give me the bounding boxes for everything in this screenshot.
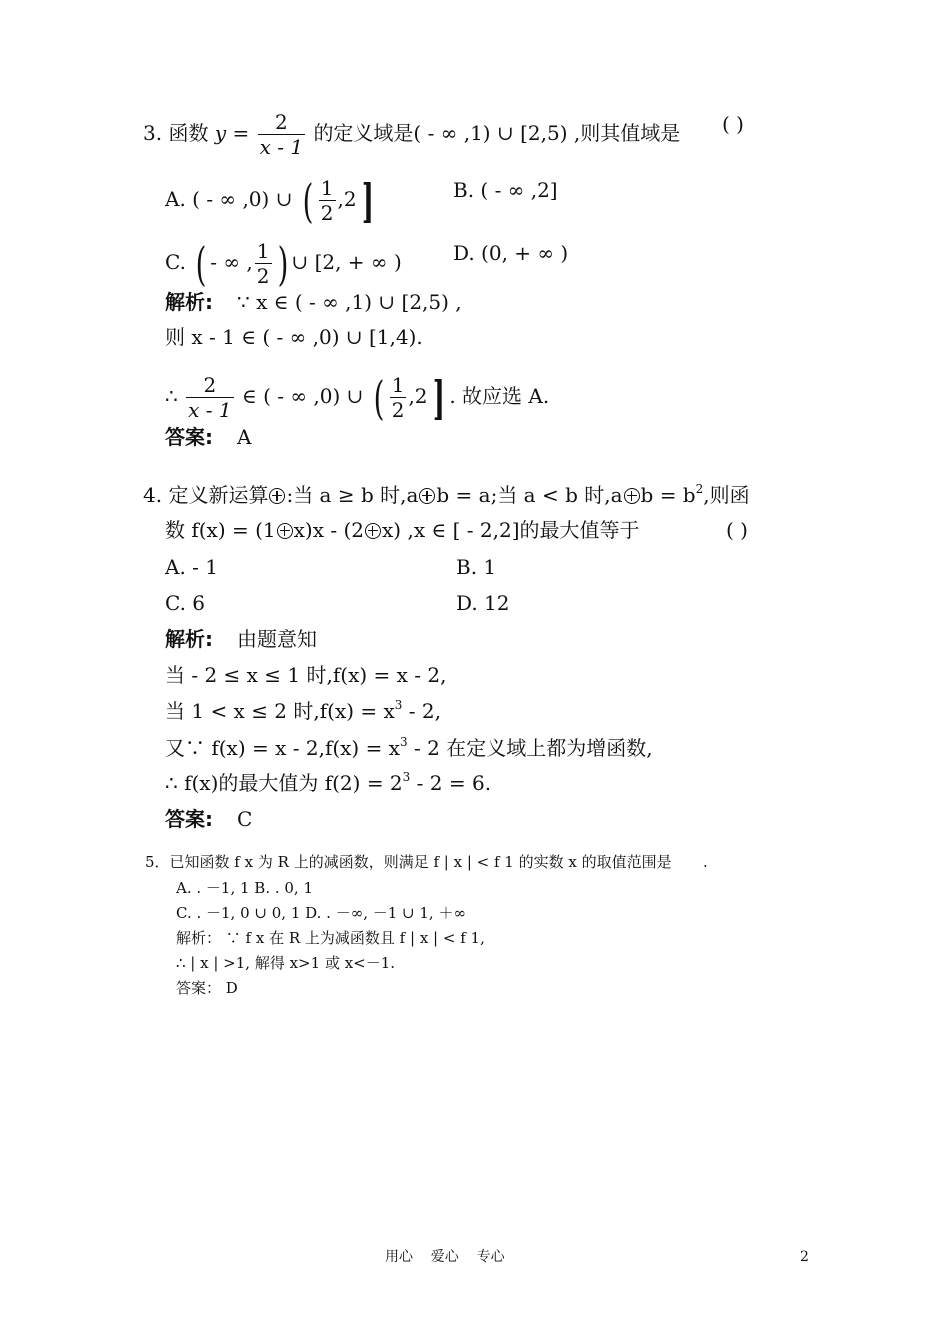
q5-solution-2: ∴ | x | >1, 解得 x>1 或 x<－1. [176, 954, 396, 972]
q5-options-cd: C. . －1, 0 ∪ 0, 1 D. . －∞, －1 ∪ 1, ＋∞ [176, 904, 466, 922]
q3-option-b: B. ( - ∞ ,2] [453, 178, 558, 202]
circled-plus-icon [419, 488, 435, 504]
q3-option-c: C. ( - ∞ , $\frac{1}{2}$ ) ∪ [2, + ∞ ) [165, 236, 402, 291]
q4-solution-1: 当 - 2 ≤ x ≤ 1 时,f(x) = x - 2, [165, 663, 447, 687]
circled-plus-icon [365, 523, 381, 539]
q3-stem [143, 112, 680, 157]
q4-jiexi: 解析: 由题意知 [165, 627, 317, 651]
q5-stem: 5．已知函数 f x 为 R 上的减函数，则满足 f | x | < f 1 的实数 x 的取值范围是 [145, 853, 672, 871]
q3-stem-post: 的定义域是( - ∞ ,1) ∪ [2,5) ,则其值域是 [313, 121, 681, 145]
q4-option-a: A. - 1 [165, 555, 218, 579]
q4-option-c: C. 6 [165, 591, 206, 615]
q5-solution-1: 解析： ∵ f x 在 R 上为减函数且 f | x | < f 1, [176, 929, 485, 947]
q3-solution-2: 则 x - 1 ∈ ( - ∞ ,0) ∪ [1,4). [165, 325, 423, 349]
q5-options-ab: A. . －1, 1 B. . 0, 1 [176, 879, 314, 897]
q4-option-d: D. 12 [456, 591, 510, 615]
q4-bracket: ( ) [726, 518, 748, 542]
q4-stem-line-2: 数 f(x) = (1 x)x - (2 x) ,x ∈ [ - 2,2]的最大值等于 [165, 518, 640, 542]
q3-answer: 答案: A [165, 425, 252, 449]
q3-solution-1: 解析: ∵ x ∈ ( - ∞ ,1) ∪ [2,5) , [165, 290, 462, 314]
circled-plus-icon [269, 488, 285, 504]
q4-answer: 答案: C [165, 807, 253, 831]
circled-plus-icon [624, 488, 640, 504]
q3-solution-3: ∴ $\frac{2}{x - 1}$ ∈ ( - ∞ ,0) ∪ ( $\frac{1}{2}$ ,2 ] . 故应选 A. [165, 370, 550, 425]
q3-stem-pre: 3. 函数 [143, 121, 209, 145]
q4-solution-2: 当 1 < x ≤ 2 时$,f(x) = x^3 - 2$, [165, 698, 441, 723]
q5-answer: 答案： D [176, 979, 238, 997]
q4-solution-4: ∴ f(x)的最大值为 $f(2) = 2^3 - 2 = 6$. [165, 770, 492, 795]
page-number: 2 [800, 1249, 809, 1265]
q4-solution-3: 又∵ $f(x) = x - 2,f(x) = x^3 - 2$ 在定义域上都为增函数, [165, 735, 653, 760]
q3-y-eq: y = [214, 121, 250, 145]
q3-fraction: $\frac{2}{x - 1}$ [259, 110, 304, 159]
q4-answer-label: 答案: [165, 807, 213, 831]
q3-option-a: A. ( - ∞ ,0) ∪ ( $\frac{1}{2}$ ,2 ] [165, 173, 374, 228]
q4-option-b: B. 1 [456, 555, 497, 579]
q3-answer-label: 答案: [165, 425, 213, 449]
q3-option-d: D. (0, + ∞ ) [453, 241, 569, 265]
q3-bracket: ( ) [722, 112, 744, 136]
circled-plus-icon [277, 523, 293, 539]
q5-stem-end: . [703, 853, 708, 871]
footer-motto: 用心 爱心 专心 [385, 1249, 505, 1265]
q3-jiexi-label: 解析: [165, 290, 213, 314]
q4-jiexi-label: 解析: [165, 627, 213, 651]
q4-stem-line-1: 4. 定义新运算 :当 a ≥ b 时,a b = a;当 a < b 时,a $b = b^2$,则函 [143, 482, 750, 507]
